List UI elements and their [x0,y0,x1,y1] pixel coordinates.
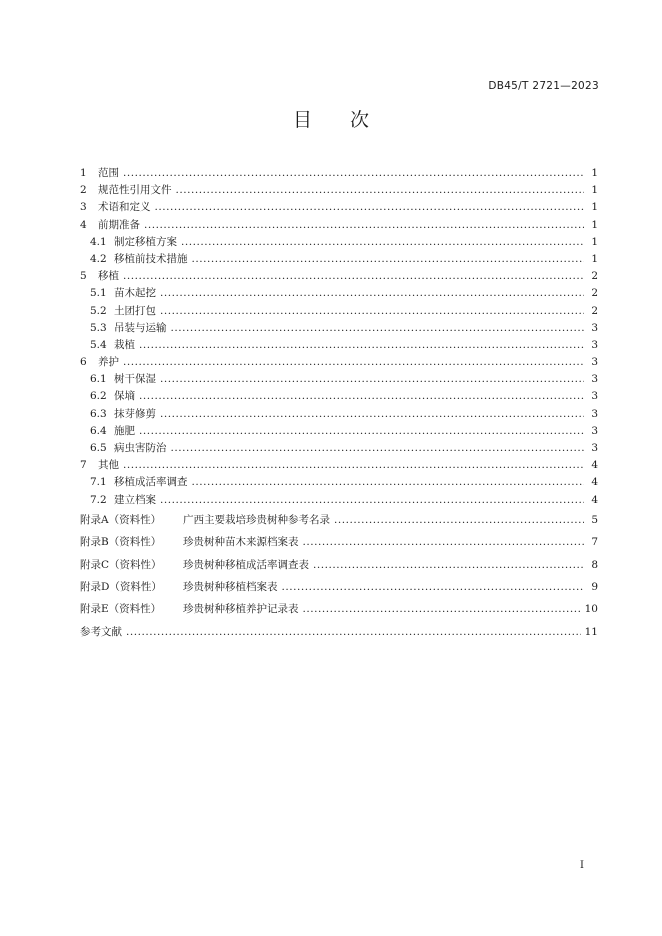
toc-entry-page: 3 [591,356,598,369]
toc-leader-dots [144,217,584,234]
toc-entry[interactable] [80,354,598,371]
toc-entry-number: 5.2 [90,304,107,317]
toc-entry-label: 养护 [98,356,119,369]
toc-entry[interactable] [80,388,598,405]
toc-entry-page: 1 [591,235,598,248]
toc-leader-dots [282,576,585,598]
toc-leader-dots [123,268,584,285]
toc-leader-dots [303,598,581,620]
toc-leader-dots [303,531,585,553]
toc-leader-dots [139,423,584,440]
toc-entry-label: 栽植 [114,338,135,351]
toc-entry[interactable] [80,457,598,474]
toc-leader-dots [192,474,585,491]
toc-entry-page: 3 [591,442,598,454]
toc-appendix-page: 9 [591,580,598,593]
toc-entry-page: 2 [591,287,598,300]
toc-entry-page: 1 [591,184,598,197]
toc-entry-page: 11 [584,625,598,638]
toc-leader-dots [139,337,584,354]
toc-entry[interactable] [80,182,598,199]
toc-leader-dots [313,554,584,576]
toc-appendix-entries [80,509,598,621]
toc-appendix-entry[interactable] [80,531,598,553]
toc-entry-number: 5.3 [90,321,107,334]
toc-entry-label: 抹芽修剪 [114,407,156,420]
toc-leader-dots [171,320,585,337]
toc-appendix-number: 附录E（资料性） [80,603,162,616]
toc-entry-page: 4 [591,476,598,489]
toc-leader-dots [123,457,584,474]
toc-leader-dots [181,234,584,251]
toc-entry-number: 5.1 [90,287,107,300]
toc-entry-number: 7 [80,459,87,472]
toc-entry-number: 5 [80,270,87,283]
toc-entry-number: 6.5 [90,442,107,454]
toc-entry-label: 范围 [98,167,119,179]
toc-leader-dots [171,440,585,457]
table-of-contents [80,165,598,643]
toc-entry-page: 1 [591,218,598,231]
toc-entry-number: 1 [80,167,87,179]
toc-leader-dots [160,406,584,423]
toc-appendix-page: 8 [591,558,598,571]
toc-leader-dots [192,251,585,268]
toc-appendix-entry[interactable] [80,598,598,620]
toc-entry-number: 4.2 [90,252,107,265]
toc-appendix-label: 珍贵树种移植档案表 [183,580,278,593]
toc-entry[interactable] [80,371,598,388]
toc-entry-page: 1 [591,201,598,214]
toc-appendix-page: 7 [591,536,598,549]
toc-entry-number: 4.1 [90,235,107,248]
toc-entry-label: 其他 [98,459,119,472]
toc-entry-label: 移植前技术措施 [114,252,188,265]
toc-entry-label: 移植 [98,270,119,283]
toc-entry-number: 2 [80,184,87,197]
toc-entry[interactable] [80,423,598,440]
toc-entry-number: 6 [80,356,87,369]
toc-appendix-label: 珍贵树种移植成活率调查表 [183,558,309,571]
toc-entry-page: 4 [591,459,598,472]
toc-entry[interactable] [80,337,598,354]
toc-appendix-page: 10 [584,603,598,616]
toc-entry-number: 7.1 [90,476,107,489]
toc-entry[interactable] [80,268,598,285]
toc-appendix-entry[interactable] [80,576,598,598]
toc-leader-dots [123,165,584,182]
toc-leader-dots [123,354,584,371]
toc-leader-dots [139,388,584,405]
toc-entry[interactable] [80,234,598,251]
toc-entry-label: 制定移植方案 [114,235,177,248]
toc-entry-label: 病虫害防治 [114,442,167,454]
page-number: I [580,860,584,871]
toc-entry-label: 吊装与运输 [114,321,167,334]
toc-entry-label: 建立档案 [114,493,156,506]
toc-entry-page: 2 [591,270,598,283]
toc-entry-page: 2 [591,304,598,317]
toc-entry-number: 7.2 [90,493,107,506]
toc-leader-dots [155,199,585,216]
toc-entry-page: 3 [591,338,598,351]
toc-appendix-label: 广西主要栽培珍贵树种参考名录 [183,513,330,526]
toc-entry-label: 参考文献 [80,625,122,638]
toc-appendix-number: 附录D（资料性） [80,580,162,593]
toc-appendix-number: 附录A（资料性） [80,513,162,526]
toc-entry-references[interactable] [80,621,598,643]
toc-entry-number: 5.4 [90,338,107,351]
toc-leader-dots [126,621,581,643]
toc-entry-number: 6.3 [90,407,107,420]
toc-entry[interactable] [80,320,598,337]
toc-entry-page: 3 [591,407,598,420]
toc-appendix-number: 附录B（资料性） [80,536,162,549]
page-title: 目 次 [292,109,369,131]
toc-leader-dots [160,371,584,388]
toc-entry-label: 移植成活率调查 [114,476,188,489]
toc-appendix-number: 附录C（资料性） [80,558,162,571]
toc-appendix-page: 5 [591,513,598,526]
toc-entry-page: 3 [591,390,598,403]
toc-appendix-entry[interactable] [80,509,598,531]
toc-leader-dots [334,509,584,531]
toc-entry-label: 保墒 [114,390,135,403]
toc-entry-page: 1 [591,167,598,179]
toc-entry[interactable] [80,217,598,234]
toc-entry[interactable] [80,474,598,491]
toc-entry-number: 3 [80,201,87,214]
toc-leader-dots [160,303,584,320]
toc-entry-label: 规范性引用文件 [98,184,172,197]
document-id: DB45/T 2721—2023 [488,80,599,92]
toc-entry[interactable] [80,440,598,457]
toc-entry-number: 6.2 [90,390,107,403]
toc-appendix-label: 珍贵树种苗木来源档案表 [183,536,299,549]
toc-entry-label: 术语和定义 [98,201,151,214]
toc-entry-number: 4 [80,218,87,231]
toc-entry-page: 3 [591,373,598,386]
toc-leader-dots [160,492,584,509]
toc-entry-label: 土团打包 [114,304,156,317]
toc-entry-number: 6.1 [90,373,107,386]
toc-leader-dots [160,285,584,302]
toc-entry[interactable] [80,165,598,182]
toc-appendix-label: 珍贵树种移植养护记录表 [183,603,299,616]
toc-entry[interactable] [80,303,598,320]
toc-entry-page: 4 [591,493,598,506]
toc-leader-dots [176,182,585,199]
toc-main-entries [80,165,598,509]
toc-entry[interactable] [80,199,598,216]
toc-entry-page: 1 [591,252,598,265]
toc-entry-label: 施肥 [114,424,135,437]
toc-entry[interactable] [80,492,598,509]
toc-entry[interactable] [80,251,598,268]
toc-entry[interactable] [80,406,598,423]
toc-entry-label: 苗木起挖 [114,287,156,300]
toc-entry-label: 前期准备 [98,218,140,231]
toc-entry[interactable] [80,285,598,302]
toc-entry-number: 6.4 [90,424,107,437]
toc-entry-label: 树干保湿 [114,373,156,386]
toc-entry-page: 3 [591,321,598,334]
toc-appendix-entry[interactable] [80,554,598,576]
toc-entry-page: 3 [591,424,598,437]
